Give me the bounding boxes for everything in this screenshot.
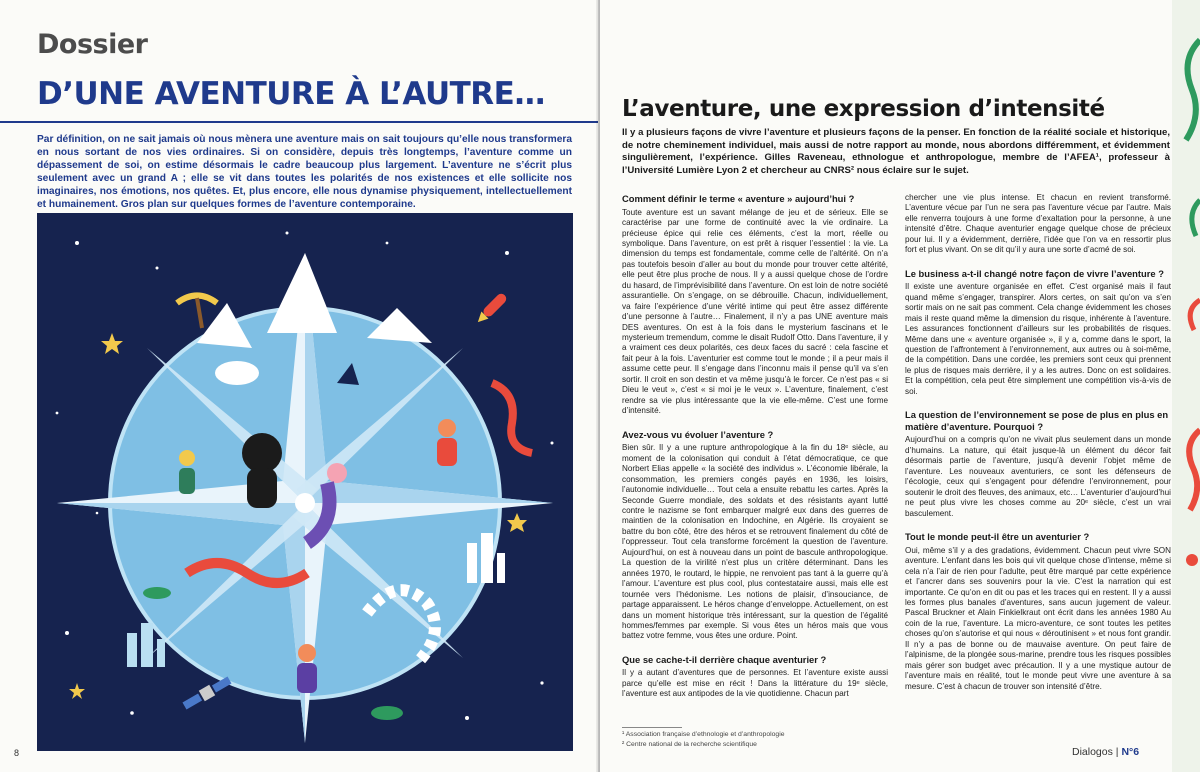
article-column-2 <box>905 193 1171 699</box>
answer-paragraph: chercher une vie plus intense. Et chacun en revient transformé. L’aventure vécue par l’un ne sera pas l’aventure vécue par l’autre. Mais elle renverra toujours à une forme d’exaltation pour la personne, à une intensité d’être. Chaque aventurier engage quelque chose de précieux pour lui. Il y a évidemment, derrière, l’idée que l’on va en ressortir plus fort et plus vivant. On se dit qu’il y aura une sorte d’acmé de soi. <box>905 193 1171 255</box>
octopus-tentacle <box>492 383 532 453</box>
left-page <box>0 0 598 772</box>
answer-paragraph: Il y a autant d’aventures que de personnes. Et l’aventure existe aussi parce qu’elle est mise en récit ! Dans la littérature du 19ᵉ siècle, l’aventure est aux antipodes de la vie quotidienne. Chacun part <box>622 668 888 699</box>
question-heading: Avez-vous vu évoluer l’aventure ? <box>622 428 774 440</box>
question-heading: La question de l’environnement se pose de plus en plus en matière d’aventure. Pourquoi ? <box>905 409 1169 432</box>
brand-separator: | <box>1115 746 1119 758</box>
brand-name: Dialogos <box>1072 746 1113 758</box>
question-heading: Que se cache-t-il derrière chaque aventurier ? <box>622 653 827 665</box>
section-label: Dossier <box>37 29 148 60</box>
satellite-icon <box>181 675 232 711</box>
footnotes <box>622 727 922 750</box>
question-heading: Comment définir le terme « aventure » aujourd’hui ? <box>622 193 855 204</box>
next-page-edge <box>1172 0 1200 772</box>
footnote-rule <box>622 727 682 728</box>
answer-paragraph: Aujourd’hui on a compris qu’on ne vivait plus seulement dans un monde d’humains. La nature, qui était jusque-là un élément du décor fait désormais partie de l’aventure, jusqu’à devenir l’objet même de l’aventure. Les nouveaux aventuriers, ce sont les défenseurs de l’écologie, ceux qui s’engagent pour défendre l’environnement, pour soutenir le droit des fleuves, des animaux, etc… L’aventurier d’aujourd’hui ne peut plus vivre les choses comme au 20ᵉ siècle, c’est un vrai basculement. <box>905 435 1171 518</box>
footnote-1: ¹ Association française d’ethnologie et d’anthropologie <box>622 731 785 738</box>
issue-number: N°6 <box>1121 746 1140 758</box>
right-page <box>600 0 1200 772</box>
intro-paragraph: Par définition, on ne sait jamais où nous mènera une aventure mais on sait toujours qu’elle nous transformera en nous sortant de nos vies ordinaires. Si on considère, depuis très longtemps, l’aventure comme un dépassement de soi, on estime désormais le cadre beaucoup plus largement. L’aventure ne s’écrit plus seulement avec un grand A ; elle se vit dans toutes les polarités de nos existences et elle sollicite nos imaginaires, nos émotions, nos quêtes. Et, plus encore, elle nous dynamise physiquement, intellectuellement et humainement. Gros plan sur quelques formes de l’aventure contemporaine. <box>37 134 572 211</box>
title-rule <box>0 121 598 123</box>
polar-bear <box>215 361 259 385</box>
pickaxe-icon <box>177 296 217 329</box>
article-title: L’aventure, une expression d’intensité <box>622 96 1105 122</box>
article-chapo: Il y a plusieurs façons de vivre l’aventure et plusieurs façons de la penser. En fonction de la réalité sociale et historique, de notre cheminement individuel, mais aussi de notre rapport au monde, nous abordons différemment, et évidemment singulièrement, l’expérience. Gilles Raveneau, ethnologue et anthropologue, membre de l’AFEA¹, professeur à l’Université Lumière Lyon 2 et chercheur au CNRS² nous éclaire sur le sujet. <box>622 127 1170 176</box>
rocket-icon <box>474 292 508 326</box>
dossier-title: D’UNE AVENTURE À L’AUTRE… <box>37 76 545 112</box>
answer-paragraph: Il existe une aventure organisée en effet. C’est organisé mais il faut quand même s’engager, transpirer. Alors certes, on sait qu’on va s’en sortir mais on ne sait pas comment. Cela change évidemment les choses mais il reste quand même la dimension du risque, inhérente à l’aventure. Les assurances fonctionnent d’ailleurs sur les probabilités de risques. Même dans une « aventure organisée », il y a, comme dans le sport, la question de l’affrontement à l’environnement, aux autres ou à soi-même, de la compétition. Dans une cordée, les premiers sont ceux qui prennent le plus de risques mais derrière, il y a les autres. Donc on est solidaires. Et la compétition, cela peut être simplement une compétition vis-à-vis de soi. <box>905 282 1171 396</box>
next-page-art <box>1172 0 1200 772</box>
answer-paragraph: Toute aventure est un savant mélange de jeu et de sérieux. Elle se caractérise par une forme de continuité avec la vie ordinaire. La précieuse épice qui relie ces éléments, c’est la mort, réelle ou symbolique. Dans l’aventure, on est prêt à risquer l’essentiel : la vie. La dimension du temps est fondamentale, comme celle de l’altérité. On n’a pas toutefois besoin d’aller au bout du monde pour trouver cette altérité, elle peut être plus proche de nous. Il y a aussi quelque chose de l’ordre du hasard, de l’imprévisibilité dans l’aventure. On est loin de notre société assurantielle. On s’engage, on se débrouille. Chacun, individuellement, va faire l’expérience d’une vérité intime qui peut être assez différente d’une personne à l’autre… Finalement, il n’y a pas UNE aventure mais DES aventures. On est à la fois dans le mysterium fascinans et le mysterieum tremendum, comme le disait Rudolf Otto. Dans l’aventure, il y a vraiment ces deux polarités, ces deux faces du sacré : cela fascine et fait peur à la fois. L’aventurier est comme tout le monde ; il a peur mais il assume cette peur. Il s’engage dans l’inconnu mais il pense qu’il va s’en sortir. Il croit en son destin et va même jusqu’à le forcer. Ce n’est pas « si Dieu le veut », c’est « si moi je le veux ». L’aventure, finalement, c’est rendre sa vie plus intéressante que la vie elle-même. C’est une forme d’intensité. <box>622 207 888 416</box>
footnote-2: ² Centre national de la recherche scientifique <box>622 741 757 748</box>
answer-paragraph: Oui, même s’il y a des gradations, évidemment. Chacun peut vivre SON aventure. L’enfant dans les bois qui vit quelque chose d’intense, même si cela n’a l’air de rien pour l’adulte, peut être marqué par cette expérience et l’ancrer dans ses souvenirs pour la vie. C’est la narration qui est importante. Ce qu’on en dit ou pas et les traces qui en restent. Il y a aussi les formes plus banales d’aventures, sans aucun jugement de valeur. Pascal Bruckner et Alain Finkielkraut ont écrit dans les années 1980 Au coin de la rue, l’aventure. La micro-aventure, ce sont toutes les petites choses qu’on s’autorise et qui nous « déroutinisent » et nous font grandir. Il n’y a pas de bonne ou de mauvaise aventure. On peut faire de l’alpinisme, de la plongée sous-marine, prendre tous les risques possibles mais gérer son budget avec précaution. Il y a une mystique autour de l’aventure mais en réalité, tout le monde peut vivre une aventure à sa mesure. C’est à chacun de trouver son intensité d’être. <box>905 545 1171 691</box>
adventure-illustration <box>37 213 573 751</box>
question-heading: Le business a-t-il changé notre façon de vivre l’aventure ? <box>905 267 1164 279</box>
answer-paragraph: Bien sûr. Il y a une rupture anthropologique à la fin du 18ᵉ siècle, au moment de la colonisation qui conduit à l’état démocratique, ce que Norbert Elias appelle « la société des individus ». L’économie libérale, la consommation, les premiers congés payés en 1936, les loisirs, l’autonomie individuelle… Tout cela a ensuite rebattu les cartes. Après la Seconde Guerre mondiale, des soldats et des résistants ayant lutté contre le nazisme se font embarquer malgré eux dans des guerres de maintien de la colonisation en Indochine, en Algérie. Ils croyaient se battre du bon côté, être des héros et se retrouvent finalement du côté de l’oppresseur. Tout cela transforme forcément la question de l’aventure. Aujourd’hui, on est à nouveau dans un point de bascule anthropologique. La question de la virilité n’est plus un critère déterminant. Dans les années 1970, le routard, le hippie, ne renvoient pas tant à la guerre qu’à l’amour. L’aventure est plus cool, plus contestataire aussi, mais elle est tournée vers l’hédonisme. Les notions de plaisir, d’insouciance, de partage apparaissent. Le héros change d’enveloppe. Actuellement, on est dans un moment historique très intéressant, sur la question de l’égalité hommes/femmes par exemple. Si vous êtes un héros mais que vous battez votre femme, vous êtes une ordure. Point. <box>622 443 888 641</box>
article-column-1 <box>622 193 888 707</box>
question-heading: Tout le monde peut-il être un aventurier ? <box>905 531 1090 543</box>
magazine-brand <box>1072 746 1139 758</box>
page-number-left: 8 <box>14 748 20 758</box>
globe-compass-illustration <box>37 213 573 751</box>
